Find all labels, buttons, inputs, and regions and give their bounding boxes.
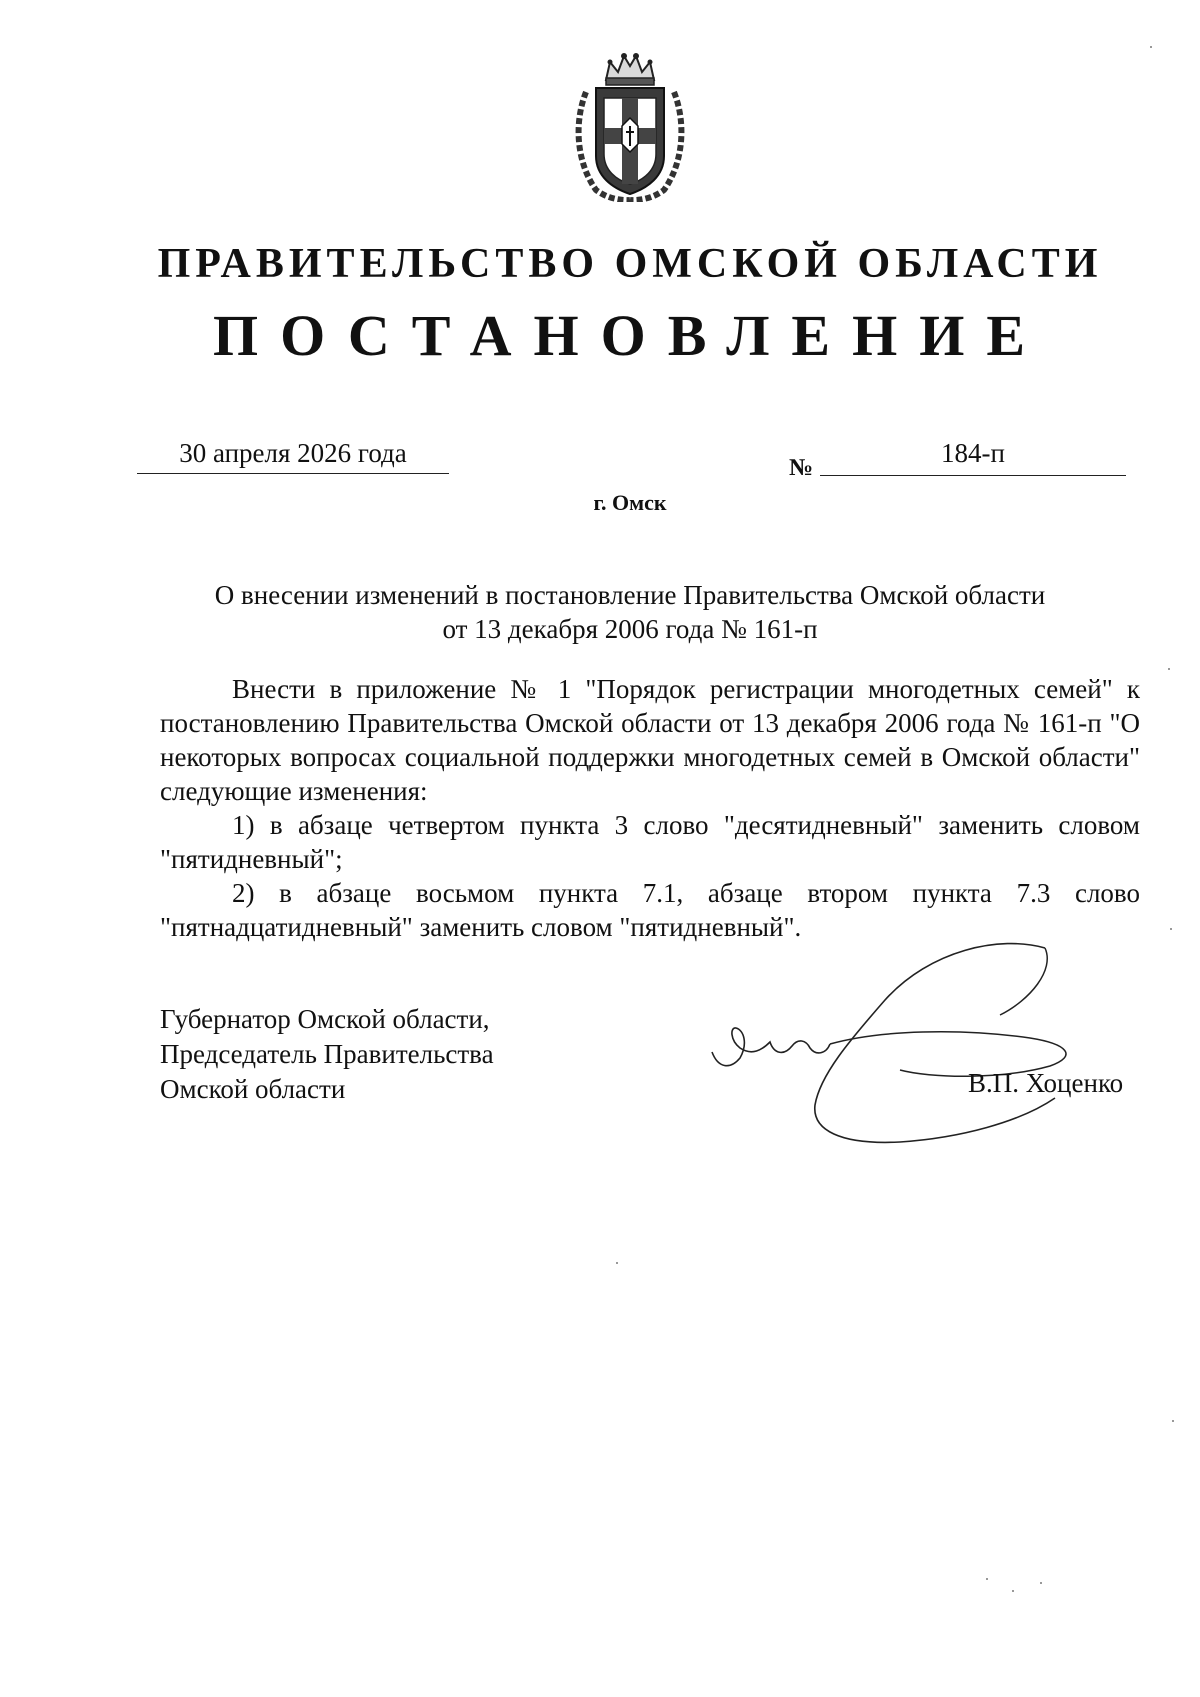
scan-mark: [1168, 668, 1170, 670]
scan-mark: [1172, 1420, 1174, 1422]
document-date: 30 апреля 2026 года: [179, 438, 407, 468]
scan-mark: [1150, 46, 1152, 48]
body-paragraph-3: 2) в абзаце восьмом пункта 7.1, абзаце втором пункта 7.3 слово "пятнадцатидневный" заменить словом "пятидневный".: [160, 878, 1140, 942]
signatory-title-line-2: Председатель Правительства: [160, 1039, 494, 1069]
signatory-title: [160, 1002, 494, 1107]
subject-line-2: от 13 декабря 2006 года № 161-п: [442, 614, 818, 644]
signatory-title-line-3: Омской области: [160, 1074, 346, 1104]
body-paragraph-1: Внести в приложение № 1 "Порядок регистрации многодетных семей" к постановлению Правительства Омской области от 13 декабря 2006 года № 161-п "О некоторых вопросах социальной поддержки многодетных семей в Омской области" следующие изменения:: [160, 674, 1140, 806]
scan-mark: [616, 1262, 618, 1264]
scan-mark: [986, 1578, 988, 1580]
handwritten-signature: [700, 930, 1100, 1160]
scan-mark: [1040, 1582, 1042, 1584]
number-label: №: [789, 455, 814, 481]
scan-mark: [1170, 928, 1172, 930]
document-subject: [160, 578, 1100, 646]
number-underline: [820, 475, 1126, 476]
body-paragraph-2: 1) в абзаце четвертом пункта 3 слово "десятидневный" заменить словом "пятидневный";: [160, 810, 1140, 874]
signatory-title-line-1: Губернатор Омской области,: [160, 1004, 490, 1034]
document-type-title: ПОСТАНОВЛЕНИЕ: [212, 303, 1048, 368]
organization-title: ПРАВИТЕЛЬСТВО ОМСКОЙ ОБЛАСТИ: [157, 241, 1103, 287]
coat-of-arms-icon: [572, 52, 688, 202]
document-body: [160, 672, 1140, 944]
subject-line-1: О внесении изменений в постановление Правительства Омской области: [214, 580, 1046, 610]
scan-mark: [1012, 1590, 1014, 1592]
document-number: 184-п: [941, 438, 1005, 468]
document-city: г. Омск: [593, 490, 667, 515]
date-underline: [137, 473, 449, 474]
signatory-name: В.П. Хоценко: [968, 1068, 1124, 1098]
